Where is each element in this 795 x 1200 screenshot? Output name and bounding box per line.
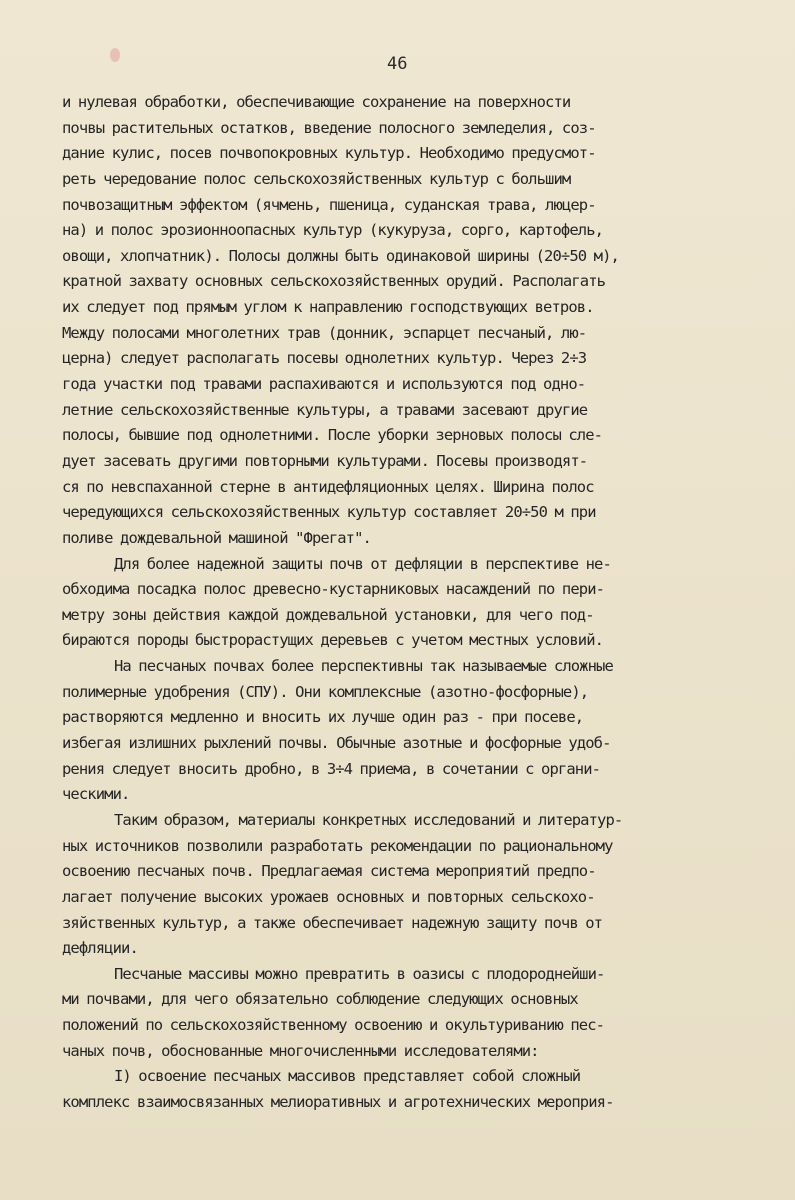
text-line: церна) следует располагать посевы однолетних культур. Через 2÷3 bbox=[62, 349, 587, 368]
text-line: дефляции. bbox=[62, 939, 138, 958]
text-line: года участки под травами распахиваются и используются под одно- bbox=[62, 375, 586, 394]
body-text bbox=[62, 90, 762, 1116]
text-line: реть чередование полос сельскохозяйственных культур с большим bbox=[62, 169, 571, 188]
page-number: 46 bbox=[387, 54, 408, 74]
text-line: Таким образом, материалы конкретных исследований и литератур- bbox=[114, 810, 623, 829]
text-line: Для более надежной защиты почв от дефляции в перспективе не- bbox=[114, 554, 611, 573]
text-line: ных источников позволили разработать рекомендации по рациональному bbox=[62, 836, 613, 855]
text-line: полосы, бывшие под однолетними. После уборки зерновых полосы сле- bbox=[62, 426, 603, 445]
text-line: растворяются медленно и вносить их лучше один раз - при посеве, bbox=[62, 708, 584, 727]
text-line: Между полосами многолетних трав (донник, эспарцет песчаный, лю- bbox=[62, 323, 587, 342]
text-line: бираются породы быстрорастущих деревьев с учетом местных условий. bbox=[62, 631, 604, 650]
text-line: поливе дождевальной машиной "Фрегат". bbox=[62, 528, 371, 547]
text-line: I) освоение песчаных массивов представляет собой сложный bbox=[114, 1067, 581, 1086]
text-line: рения следует вносить дробно, в 3÷4 приема, в сочетании с органи- bbox=[62, 759, 601, 778]
text-line: освоению песчаных почв. Предлагаемая система мероприятий предпо- bbox=[62, 862, 596, 881]
text-line: ческими. bbox=[62, 785, 130, 804]
text-line: метру зоны действия каждой дождевальной установки, для чего под- bbox=[62, 605, 594, 624]
text-line: дание кулис, посев почвопокровных культур. Необходимо предусмот- bbox=[62, 144, 596, 163]
text-line: ми почвами, для чего обязательно соблюдение следующих основных bbox=[62, 990, 578, 1009]
text-line: положений по сельскохозяйственному освоению и окультуриванию пес- bbox=[62, 1016, 605, 1035]
text-line: ся по невспаханной стерне в антидефляционных целях. Ширина полос bbox=[62, 477, 594, 496]
text-line: летние сельскохозяйственные культуры, а травами засевают другие bbox=[62, 400, 588, 419]
text-line: обходима посадка полос древесно-кустарниковых насаждений по пери- bbox=[62, 580, 605, 599]
text-line: и нулевая обработки, обеспечивающие сохранение на поверхности bbox=[62, 93, 571, 111]
text-line: полимерные удобрения (СПУ). Они комплексные (азотно-фосфорные), bbox=[62, 682, 589, 701]
text-line: лагает получение высоких урожаев основных и повторных сельскохо- bbox=[62, 887, 595, 906]
text-line: на) и полос эрозионноопасных культур (кукуруза, сорго, картофель, bbox=[62, 221, 604, 240]
text-line: чередующихся сельскохозяйственных культур составляет 20÷50 м при bbox=[62, 503, 596, 522]
text-line: избегая излишних рыхлений почвы. Обычные азотные и фосфорные удоб- bbox=[62, 734, 611, 753]
text-line: чаных почв, обоснованные многочисленными исследователями: bbox=[62, 1041, 539, 1060]
text-line: Песчаные массивы можно превратить в оазисы с плодороднейши- bbox=[114, 964, 605, 983]
text-line: зяйственных культур, а также обеспечивает надежную защиту почв от bbox=[62, 913, 603, 932]
text-line: почвы растительных остатков, введение полосного земледелия, соз- bbox=[62, 118, 596, 137]
text-line: дует засевать другими повторными культурами. Посевы производят- bbox=[62, 451, 588, 470]
text-line: комплекс взаимосвязанных мелиоративных и агротехнических мероприя- bbox=[62, 1092, 614, 1111]
text-line: овощи, хлопчатник). Полосы должны быть одинаковой ширины (20÷50 м), bbox=[62, 246, 619, 265]
ink-smudge bbox=[110, 48, 120, 62]
text-line: На песчаных почвах более перспективны так называемые сложные bbox=[114, 657, 613, 676]
text-line: почвозащитным эффектом (ячмень, пшеница, суданская трава, люцер- bbox=[62, 195, 596, 214]
text-line: их следует под прямым углом к направлению господствующих ветров. bbox=[62, 298, 594, 317]
text-line: кратной захвату основных сельскохозяйственных орудий. Располагать bbox=[62, 272, 606, 291]
